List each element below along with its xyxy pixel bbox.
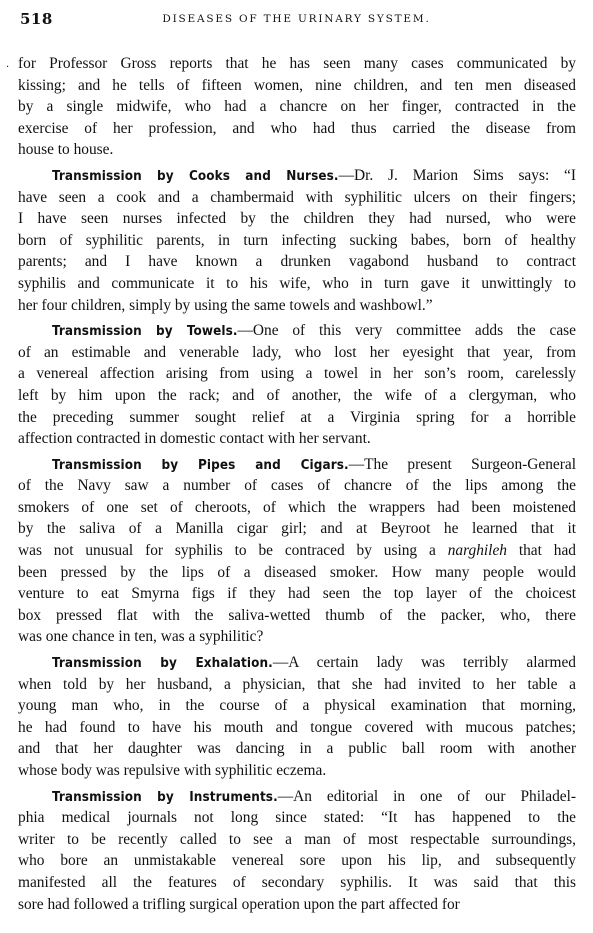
text-line xyxy=(18,652,576,674)
line-text: young man who, in the course of a physical examination that morning, xyxy=(18,697,576,715)
text-line xyxy=(18,786,576,808)
text-line xyxy=(18,75,576,97)
line-text: kissing; and he tells of fifteen women, nine children, and ten men diseased xyxy=(18,76,576,94)
paragraph xyxy=(18,53,576,161)
text-line xyxy=(18,385,576,407)
text-line xyxy=(18,760,576,782)
text-line xyxy=(18,53,576,75)
paragraph xyxy=(18,165,576,316)
margin-mark: · xyxy=(6,62,10,73)
paragraph xyxy=(18,320,576,450)
page-header xyxy=(20,10,573,32)
text-line xyxy=(18,96,576,118)
section-heading: Transmission by Pipes and Cigars. xyxy=(52,457,349,473)
line-text: and that her daughter was dancing in a public ball room with another xyxy=(18,740,576,758)
line-text: he had found to have his mouth and tongue covered with mucous patches; xyxy=(18,718,576,736)
text-line xyxy=(18,165,576,187)
text-line xyxy=(18,454,576,476)
line-text: the preceding summer sought relief at a Virginia spring for a horrible xyxy=(18,408,576,426)
line-text: born of syphilitic parents, in turn infecting sucking babes, born of healthy xyxy=(18,231,576,249)
section-heading: Transmission by Exhalation. xyxy=(52,656,273,672)
text-line xyxy=(18,342,576,364)
text-line xyxy=(18,807,576,829)
line-text: was one chance in ten, was a syphilitic? xyxy=(18,628,264,646)
line-text: sore had followed a trifling surgical operation upon the part affected for xyxy=(18,895,460,913)
line-text: —A certain lady was terribly alarmed xyxy=(272,654,576,672)
text-line xyxy=(18,738,576,760)
text-line xyxy=(18,428,576,450)
text-line xyxy=(18,118,576,140)
line-text: whose body was repulsive with syphilitic eczema. xyxy=(18,762,327,779)
text-line xyxy=(18,605,576,627)
line-text: was not unusual for syphilis to be contraced by using a narghileh that had xyxy=(18,542,576,560)
text-line xyxy=(18,829,576,851)
line-text: who bore an unmistakable venereal sore upon his lip, and subsequently xyxy=(18,852,576,870)
paragraph xyxy=(18,652,576,782)
line-text: been pressed by the lips of a diseased smoker. How many people would xyxy=(18,563,576,581)
text-line xyxy=(18,540,576,562)
page-number: 518 xyxy=(20,10,53,28)
text-line xyxy=(18,295,576,317)
text-line xyxy=(18,230,576,252)
text-line xyxy=(18,407,576,429)
text-line xyxy=(18,872,576,894)
text-line xyxy=(18,273,576,295)
line-text: have seen a cook and a chambermaid with syphilitic ulcers on their fingers; xyxy=(18,188,576,206)
line-text: house to house. xyxy=(18,141,114,159)
text-line xyxy=(18,475,576,497)
line-text: exercise of her profession, and who had thus carried the disease from xyxy=(18,119,576,137)
text-line xyxy=(18,208,576,230)
page-body xyxy=(18,53,576,915)
section-heading: Transmission by Cooks and Nurses. xyxy=(52,168,339,184)
text-line xyxy=(18,251,576,273)
text-line xyxy=(18,717,576,739)
line-text: parents; and I have known a drunken vagabond husband to contract xyxy=(18,253,576,271)
line-text: syphilis and communicate it to his wife, who in turn gave it unwittingly to xyxy=(18,274,576,292)
text-line xyxy=(18,139,576,161)
line-text: phia medical journals not long since stated: “It has happened to the xyxy=(18,809,576,827)
line-text: —Dr. J. Marion Sims says: “I xyxy=(338,166,576,184)
text-line xyxy=(18,626,576,648)
line-text: for Professor Gross reports that he has seen many cases communicated by xyxy=(18,55,576,72)
line-text: —One of this very committee adds the case xyxy=(237,322,576,340)
line-text: venture to eat Smyrna figs if they had seen the top layer of the choicest xyxy=(18,585,576,603)
text-line xyxy=(18,674,576,696)
text-line xyxy=(18,695,576,717)
line-text: affection contracted in domestic contact with her servant. xyxy=(18,430,371,448)
line-text: smokers of one set of cheroots, of which the wrappers had been moistened xyxy=(18,498,576,516)
line-text: of an estimable and venerable lady, who lost her eyesight that year, from xyxy=(18,343,576,361)
text-line xyxy=(18,894,576,916)
line-text: I have seen nurses infected by the children they had nursed, who were xyxy=(18,210,576,228)
text-line xyxy=(18,497,576,519)
section-heading: Transmission by Towels. xyxy=(52,324,238,340)
line-text: box pressed flat with the saliva-wetted thumb of the packer, who, there xyxy=(18,606,576,624)
line-text: —The present Surgeon-General xyxy=(348,455,576,473)
line-text: by a single midwife, who had a chancre on her finger, contracted in the xyxy=(18,98,576,116)
text-line xyxy=(18,363,576,385)
line-text: —An editorial in one of our Philadel- xyxy=(277,787,576,805)
line-text: of the Navy saw a number of cases of chancre of the lips among the xyxy=(18,477,576,495)
line-text: by the saliva of a Manilla cigar girl; and at Beyroot he learned that it xyxy=(18,520,576,538)
text-line xyxy=(18,850,576,872)
paragraph xyxy=(18,454,576,648)
line-text: writer to be recently called to see a man of most respectable surroundings, xyxy=(18,830,576,848)
line-text: left by him upon the rack; and of another, the wife of a clergyman, who xyxy=(18,386,576,404)
section-heading: Transmission by Instruments. xyxy=(52,789,278,805)
text-line xyxy=(18,320,576,342)
text-line xyxy=(18,518,576,540)
line-text: her four children, simply by using the same towels and washbowl.” xyxy=(18,296,433,314)
text-line xyxy=(18,562,576,584)
line-text: manifested all the features of secondary syphilis. It was said that this xyxy=(18,873,576,891)
line-text: when told by her husband, a physician, that she had invited to her table a xyxy=(18,675,576,693)
text-line xyxy=(18,187,576,209)
line-text: a venereal affection arising from using a towel in her son’s room, carelessly xyxy=(18,365,576,383)
paragraph xyxy=(18,786,576,916)
running-head: DISEASES OF THE URINARY SYSTEM. xyxy=(162,13,431,25)
text-line xyxy=(18,583,576,605)
